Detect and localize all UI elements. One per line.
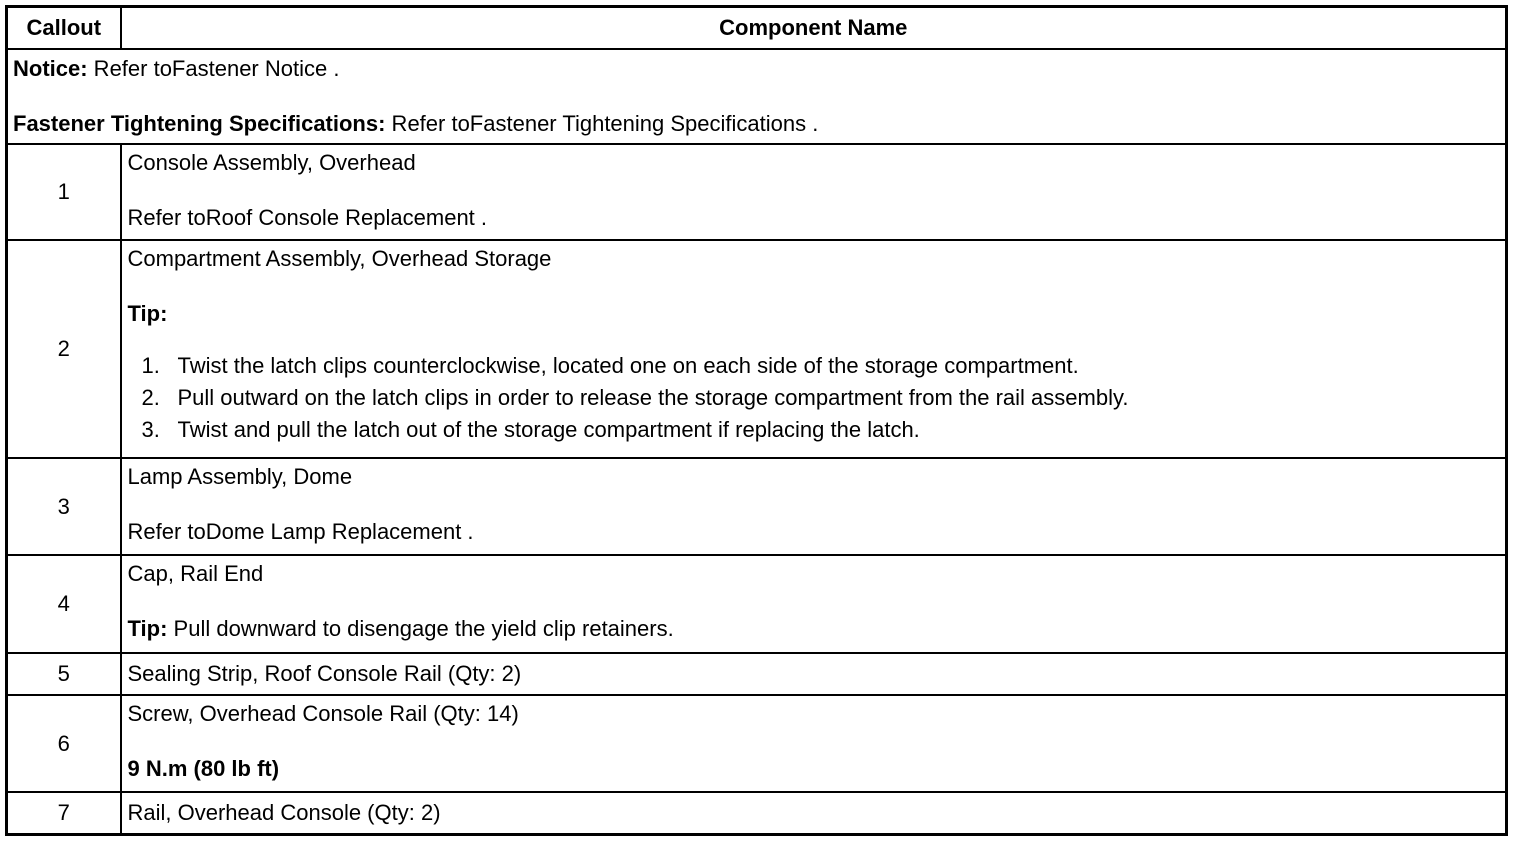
component-cell	[121, 653, 1507, 695]
component-cell	[121, 240, 1507, 458]
callout-cell: 2	[7, 240, 121, 458]
torque-value: 9 N.m (80 lb ft)	[127, 756, 280, 781]
component-cell	[121, 458, 1507, 555]
table-row	[7, 144, 1507, 240]
list-item	[142, 350, 1500, 382]
notice-cell	[7, 49, 1507, 144]
callout-column-header: Callout	[7, 7, 121, 50]
component-cell	[121, 555, 1507, 653]
step-number: 1.	[141, 353, 160, 378]
component-cell	[121, 792, 1507, 834]
component-detail: Refer toDome Lamp Replacement .	[127, 519, 474, 544]
spec-line	[13, 111, 1500, 137]
callout-cell: 1	[7, 144, 121, 240]
tip-label: Tip:	[127, 616, 168, 641]
tip-label	[128, 301, 1500, 327]
callout-cell: 6	[7, 695, 121, 792]
step-number: 2.	[141, 385, 160, 410]
table-row	[7, 695, 1507, 792]
component-table	[5, 5, 1508, 836]
component-cell	[121, 144, 1507, 240]
step-text: Twist and pull the latch out of the storage compartment if replacing the latch.	[177, 417, 920, 442]
component-cell	[121, 695, 1507, 792]
component-name: Console Assembly, Overhead	[127, 150, 416, 175]
list-item	[142, 414, 1500, 446]
callout-cell: 7	[7, 792, 121, 834]
callout-cell: 3	[7, 458, 121, 555]
table-row	[7, 555, 1507, 653]
component-name: Rail, Overhead Console (Qty: 2)	[127, 799, 441, 825]
table-row	[7, 240, 1507, 458]
notice-line	[13, 56, 1500, 82]
table-row	[7, 653, 1507, 695]
spec-label: Fastener Tightening Specifications:	[13, 111, 386, 136]
table-header-row	[7, 7, 1507, 50]
component-name: Cap, Rail End	[127, 561, 264, 586]
table-row	[7, 792, 1507, 834]
notice-text: Refer toFastener Notice .	[87, 56, 340, 81]
callout-cell: 4	[7, 555, 121, 653]
list-item	[142, 382, 1500, 414]
component-name: Screw, Overhead Console Rail (Qty: 14)	[127, 701, 519, 726]
component-name: Lamp Assembly, Dome	[127, 464, 353, 489]
tip-line	[128, 616, 1500, 642]
table-row	[7, 458, 1507, 555]
spec-text: Refer toFastener Tightening Specifications .	[385, 111, 819, 136]
step-text: Pull outward on the latch clips in order to release the storage compartment from the rail assembly.	[177, 385, 1129, 410]
step-number: 3.	[141, 417, 160, 442]
tip-label-text: Tip:	[127, 301, 168, 326]
notice-label: Notice:	[13, 56, 88, 81]
torque-spec	[128, 756, 1500, 782]
step-text: Twist the latch clips counterclockwise, located one on each side of the storage compartment.	[177, 353, 1079, 378]
tip-steps-list	[128, 350, 1500, 446]
callout-cell: 5	[7, 653, 121, 695]
component-name: Sealing Strip, Roof Console Rail (Qty: 2)	[127, 661, 522, 686]
tip-text: Pull downward to disengage the yield clip retainers.	[167, 616, 674, 641]
component-detail: Refer toRoof Console Replacement .	[127, 205, 488, 230]
notice-row	[7, 49, 1507, 144]
component-name: Compartment Assembly, Overhead Storage	[127, 246, 552, 271]
component-name-column-header: Component Name	[121, 7, 1507, 50]
